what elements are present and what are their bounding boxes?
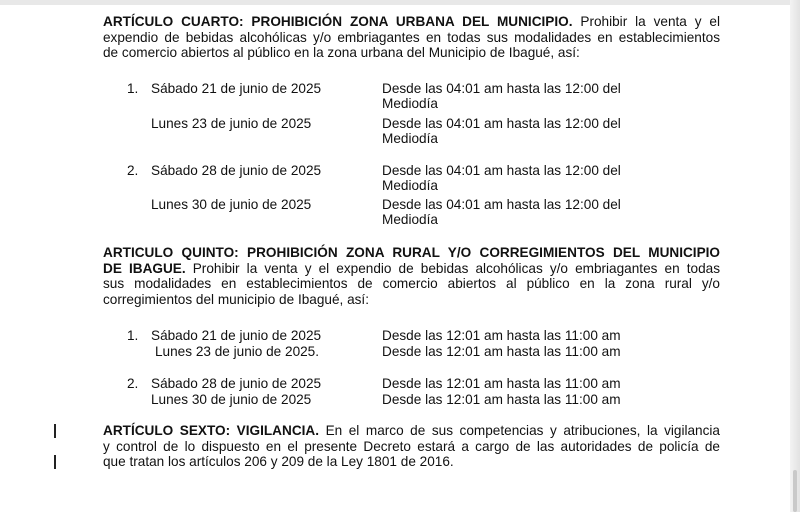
article-6-heading: ARTÍCULO SEXTO: VIGILANCIA. xyxy=(103,423,320,438)
article-4-item-1-date-2: Lunes 23 de junio de 2025 xyxy=(151,116,312,131)
article-4-item-2-time-2-line-1: Desde las 04:01 am hasta las 12:00 del xyxy=(382,197,621,212)
article-4-line-2: expendio de bebidas alcohólicas y/o embriagantes en todas sus modalidades en establecimientos xyxy=(103,29,720,45)
article-4-paragraph xyxy=(103,14,720,61)
article-4-line-1-text: Prohibir la venta y el xyxy=(572,14,721,29)
article-5-item-2-date-2: Lunes 30 de junio de 2025 xyxy=(151,392,312,407)
page-top-edge xyxy=(0,0,800,5)
article-4-item-2-time-1-line-1: Desde las 04:01 am hasta las 12:00 del xyxy=(382,163,621,178)
article-6-line-3: que tratan los artículos 206 y 209 de la Ley 1801 de 2016. xyxy=(103,454,454,470)
article-4-item-2-date-2: Lunes 30 de junio de 2025 xyxy=(151,197,312,212)
article-5-item-1-time-1: Desde las 12:01 am hasta las 11:00 am xyxy=(382,328,621,343)
article-5-item-1-number: 1. xyxy=(127,328,139,343)
article-4-item-1-time-1-line-2: Mediodía xyxy=(382,96,438,111)
article-6-paragraph xyxy=(103,423,720,470)
article-5-heading-line-2: DE IBAGUE. xyxy=(103,260,186,276)
article-4-item-2-number: 2. xyxy=(127,163,139,178)
article-5-item-1-time-2: Desde las 12:01 am hasta las 11:00 am xyxy=(382,344,621,359)
article-5-item-1-date-1: Sábado 21 de junio de 2025 xyxy=(151,328,322,343)
article-4-item-2-date-1: Sábado 28 de junio de 2025 xyxy=(151,163,322,178)
article-5-item-2-date-1: Sábado 28 de junio de 2025 xyxy=(151,376,322,391)
article-5-heading-line-1: ARTICULO QUINTO: PROHIBICIÓN ZONA RURAL Y/O CORREGIMIENTOS DEL MUNICIPIO xyxy=(103,245,720,260)
article-5-item-2-time-1: Desde las 12:01 am hasta las 11:00 am xyxy=(382,376,621,391)
article-4-item-2-time-2-line-2: Mediodía xyxy=(382,212,438,227)
article-5-item-2-number: 2. xyxy=(127,376,139,391)
article-5-item-2-time-2: Desde las 12:01 am hasta las 11:00 am xyxy=(382,392,621,407)
article-6-line-1 xyxy=(103,423,720,439)
scrollbar-track[interactable] xyxy=(790,0,800,512)
article-5-line-3: sus modalidades en establecimientos de comercio abiertos al público en la zona rural y/o xyxy=(103,276,720,292)
article-5-line-2 xyxy=(103,261,720,277)
article-4-item-1-date-1: Sábado 21 de junio de 2025 xyxy=(151,81,322,96)
article-4-item-2-time-1-line-2: Mediodía xyxy=(382,178,438,193)
article-4-item-1-number: 1. xyxy=(127,81,139,96)
article-5-line-2-text: Prohibir la venta y el expendio de bebidas alcohólicas y/o embriagantes en todas xyxy=(185,260,720,276)
margin-change-bar-2 xyxy=(54,455,56,469)
margin-change-bar-1 xyxy=(54,424,56,438)
article-4-item-1-time-1-line-1: Desde las 04:01 am hasta las 12:00 del xyxy=(382,81,621,96)
article-6-line-1-text: En el marco de sus competencias y atribuciones, la vigilancia xyxy=(319,423,720,438)
article-5-line-4: corregimientos del municipio de Ibagué, así: xyxy=(103,291,369,307)
article-6-line-2: y control de lo dispuesto en el presente Decreto estará a cargo de las autoridades de policía de xyxy=(103,438,720,454)
article-4-line-3: de comercio abiertos al público en la zona urbana del Municipio de Ibagué, así: xyxy=(103,45,580,61)
scrollbar-thumb[interactable] xyxy=(793,470,797,512)
article-4-line-1 xyxy=(103,14,720,30)
article-4-heading: ARTÍCULO CUARTO: PROHIBICIÓN ZONA URBANA DEL MUNICIPIO. xyxy=(103,14,573,29)
article-5-item-1-date-2: Lunes 23 de junio de 2025. xyxy=(155,344,320,359)
article-5-paragraph xyxy=(103,245,720,307)
article-4-item-1-time-2-line-2: Mediodía xyxy=(382,131,438,146)
article-4-item-1-time-2-line-1: Desde las 04:01 am hasta las 12:00 del xyxy=(382,116,621,131)
